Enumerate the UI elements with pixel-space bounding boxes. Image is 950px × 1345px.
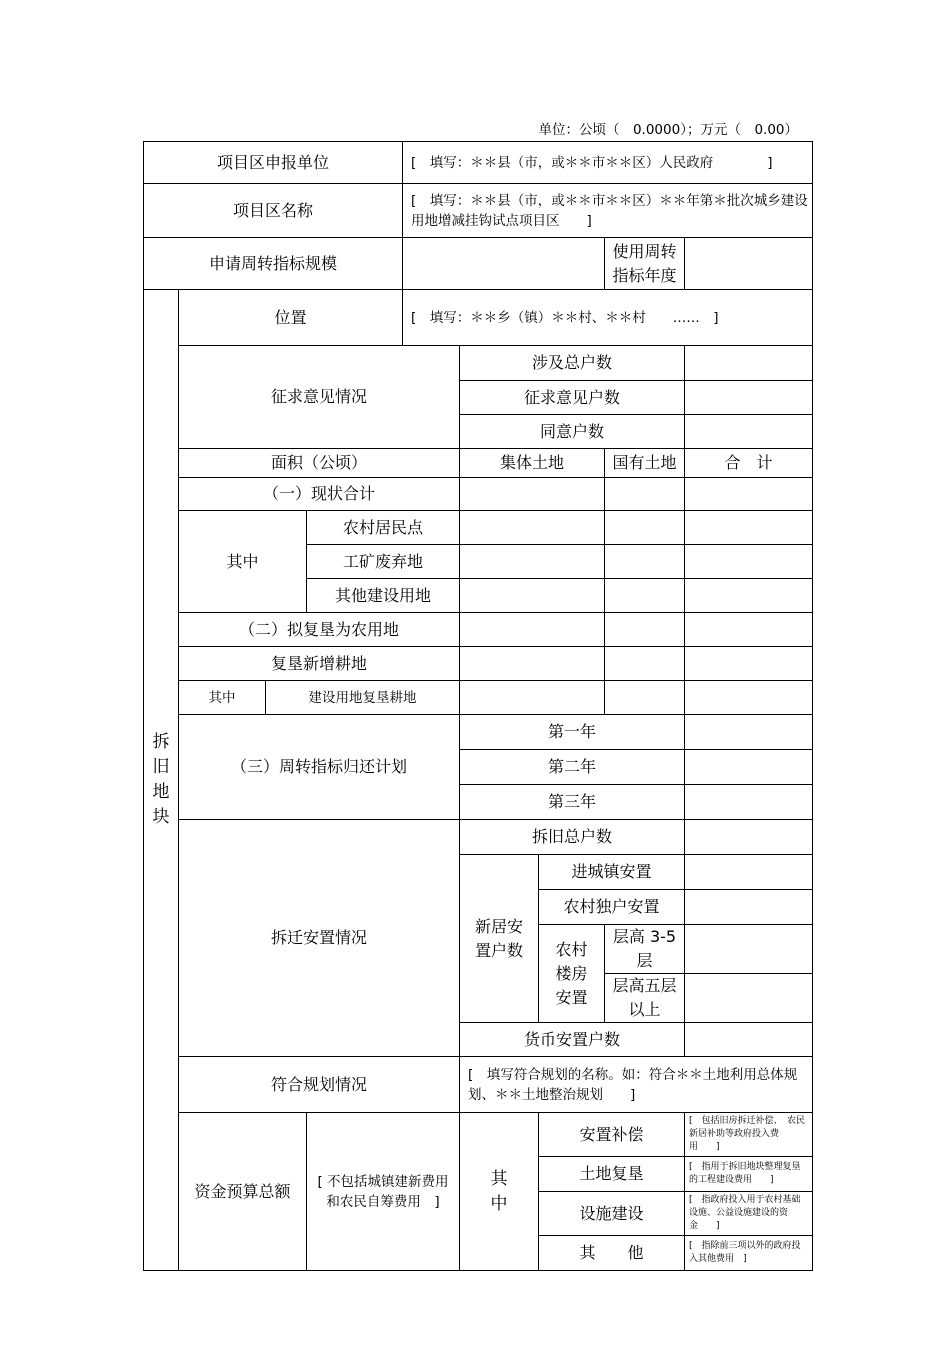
households-total-value[interactable] [685, 346, 813, 381]
facility-note: [ 指政府投入用于农村基础设施、公益设施建设的资金 ] [685, 1192, 813, 1236]
label-urban-resettle: 进城镇安置 [539, 855, 685, 890]
label-year: 使用周转指标年度 [605, 238, 685, 290]
cell[interactable] [685, 478, 813, 511]
location-note: [ 填写：＊＊乡（镇）＊＊村、＊＊村 …… ] [403, 290, 813, 346]
label-households-total: 涉及总户数 [460, 346, 685, 381]
cell[interactable] [605, 478, 685, 511]
label-among-budget: 其中 [460, 1113, 539, 1271]
cell[interactable] [605, 579, 685, 613]
cell[interactable] [685, 579, 813, 613]
label-among: 其中 [179, 511, 307, 613]
project-name-note: [ 填写：＊＊县（市，或＊＊市＊＊区）＊＊年第＊批次城乡建设用地增减挂钩试点项目区 ] [403, 184, 813, 238]
label-consult: 征求意见情况 [179, 346, 460, 449]
project-form-table [143, 141, 813, 1271]
cell[interactable] [685, 647, 813, 681]
cell[interactable] [685, 681, 813, 715]
cash-resettle-value[interactable] [685, 1023, 813, 1057]
label-applicant: 项目区申报单位 [144, 142, 403, 184]
label-other-construction: 其他建设用地 [307, 579, 460, 613]
cell[interactable] [460, 478, 605, 511]
urban-resettle-value[interactable] [685, 855, 813, 890]
label-other: 其 他 [539, 1236, 685, 1271]
label-year3: 第三年 [460, 785, 685, 820]
label-new-farmland: 复垦新增耕地 [179, 647, 460, 681]
label-scale: 申请周转指标规模 [144, 238, 403, 290]
rural-single-value[interactable] [685, 890, 813, 925]
label-current-total: （一）现状合计 [179, 478, 460, 511]
label-return-plan: （三）周转指标归还计划 [179, 715, 460, 820]
scale-value[interactable] [403, 238, 605, 290]
year1-value[interactable] [685, 715, 813, 750]
label-households-consulted: 征求意见户数 [460, 381, 685, 415]
demolish-total-value[interactable] [685, 820, 813, 855]
cell[interactable] [605, 545, 685, 579]
year3-value[interactable] [685, 785, 813, 820]
block-side-label: 拆旧地块 [144, 290, 179, 1271]
label-year2: 第二年 [460, 750, 685, 785]
label-year1: 第一年 [460, 715, 685, 750]
cell[interactable] [605, 647, 685, 681]
label-cash-resettle: 货币安置户数 [460, 1023, 685, 1057]
label-rural-building: 农村楼房安置 [539, 925, 605, 1023]
comp-note: [ 包括旧房拆迁补偿、 农民新居补助等政府投入费用 ] [685, 1113, 813, 1157]
cell[interactable] [605, 511, 685, 545]
label-new-resettle: 新居安置户数 [460, 855, 539, 1023]
cell[interactable] [605, 681, 685, 715]
unit-line: 单位：公顷（ 0.0000）；万元（ 0.00） [538, 122, 798, 138]
header-collective: 集体土地 [460, 449, 605, 478]
label-land-reclaim: 土地复垦 [539, 1157, 685, 1192]
label-comp: 安置补偿 [539, 1113, 685, 1157]
cell[interactable] [460, 545, 605, 579]
households-agree-value[interactable] [685, 415, 813, 449]
cell[interactable] [685, 511, 813, 545]
cell[interactable] [460, 681, 605, 715]
label-floors-3-5: 层高 3-5 层 [605, 925, 685, 974]
cell[interactable] [460, 613, 605, 647]
label-project-name: 项目区名称 [144, 184, 403, 238]
applicant-note: [ 填写：＊＊县（市，或＊＊市＊＊区）人民政府 ] [403, 142, 813, 184]
year-value[interactable] [685, 238, 813, 290]
label-mining-waste: 工矿废弃地 [307, 545, 460, 579]
cell[interactable] [460, 579, 605, 613]
cell[interactable] [685, 613, 813, 647]
label-reclaim-farm: （二）拟复垦为农用地 [179, 613, 460, 647]
households-consulted-value[interactable] [685, 381, 813, 415]
label-construction-reclaim: 建设用地复垦耕地 [266, 681, 460, 715]
label-facility: 设施建设 [539, 1192, 685, 1236]
label-planning: 符合规划情况 [179, 1057, 460, 1113]
floors-3-5-value[interactable] [685, 925, 813, 974]
cell[interactable] [605, 613, 685, 647]
other-note: [ 指除前三项以外的政府投入其他费用 ] [685, 1236, 813, 1271]
label-demolish-total: 拆旧总户数 [460, 820, 685, 855]
land-reclaim-note: [ 指用于拆旧地块整理复垦的工程建设费用 ] [685, 1157, 813, 1192]
label-among-small: 其中 [179, 681, 266, 715]
cell[interactable] [685, 545, 813, 579]
planning-note: [ 填写符合规划的名称。如：符合＊＊土地利用总体规划、＊＊土地整治规划 ] [460, 1057, 813, 1113]
budget-note: [ 不包括城镇建新费用和农民自筹费用 ] [307, 1113, 460, 1271]
label-rural-settlement: 农村居民点 [307, 511, 460, 545]
year2-value[interactable] [685, 750, 813, 785]
cell[interactable] [460, 647, 605, 681]
label-area: 面积（公顷） [179, 449, 460, 478]
label-relocation: 拆迁安置情况 [179, 820, 460, 1057]
label-rural-single: 农村独户安置 [539, 890, 685, 925]
label-floors-5-plus: 层高五层以上 [605, 974, 685, 1023]
cell[interactable] [460, 511, 605, 545]
label-location: 位置 [179, 290, 403, 346]
floors-5-plus-value[interactable] [685, 974, 813, 1023]
header-total: 合 计 [685, 449, 813, 478]
header-state: 国有土地 [605, 449, 685, 478]
label-budget: 资金预算总额 [179, 1113, 307, 1271]
label-households-agree: 同意户数 [460, 415, 685, 449]
